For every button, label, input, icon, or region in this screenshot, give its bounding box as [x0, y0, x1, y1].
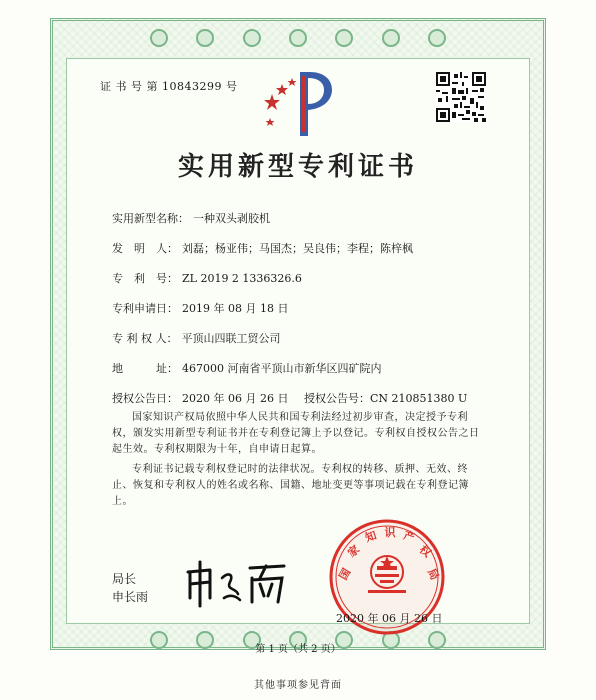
- address-value: 467000 河南省平顶山市新华区四矿院内: [182, 362, 382, 375]
- filing-date-label: 专利申请日：: [112, 302, 178, 315]
- qr-code-icon: [436, 72, 486, 122]
- patent-office-logo-icon: [262, 66, 334, 140]
- address-label: 地 址：: [112, 362, 178, 375]
- svg-text:家: 家: [345, 542, 363, 560]
- top-ornament: [150, 22, 446, 54]
- svg-text:识: 识: [384, 526, 396, 539]
- svg-text:权: 权: [416, 542, 434, 560]
- legal-paragraph-1: 国家知识产权局依照中华人民共和国专利法经过初步审查，决定授予专利权，颁发实用新型专利证书并在专利登记簿上予以登记。专利权自授权公告之日起生效。专利权期限为十年，自申请日起算。: [112, 412, 480, 455]
- svg-text:知: 知: [363, 528, 379, 545]
- signer-title: 局长: [112, 572, 137, 586]
- patentee-value: 平顶山四联工贸公司: [181, 332, 281, 345]
- handwritten-signature-icon: [180, 558, 290, 608]
- signer-name: 申长雨: [112, 590, 149, 604]
- filing-date: [112, 300, 288, 316]
- page-number: 第 1 页（共 2 页）: [255, 644, 341, 655]
- svg-text:局: 局: [424, 566, 442, 583]
- grant-number: [304, 390, 467, 406]
- inventor-value: 刘磊；杨亚伟；马国杰；吴良伟；李程；陈梓枫: [182, 242, 413, 255]
- patentee: [112, 330, 281, 346]
- inventors: [112, 240, 413, 256]
- certificate-title: 实用新型专利证书: [177, 152, 418, 182]
- grant-no-value: CN 210851380 U: [370, 392, 468, 405]
- certificate-number: 证 书 号 第 10843299 号: [100, 80, 238, 93]
- legal-paragraph-2: 专利证书记载专利权登记时的法律状况。专利权的转移、质押、无效、终止、恢复和专利权人的姓名或名称、国籍、地址变更等事项记载在专利登记簿上。: [112, 464, 469, 507]
- patent-no-value: ZL 2019 2 1336326.6: [182, 272, 302, 285]
- grant-date-label: 授权公告日：: [112, 392, 178, 405]
- patent-number: [112, 270, 302, 286]
- grant-date-value: 2020 年 06 月 26 日: [182, 392, 289, 405]
- svg-text:产: 产: [401, 528, 417, 545]
- seal-date: 2020 年 06 月 26 日: [336, 612, 443, 625]
- patent-no-label: 专 利 号：: [112, 272, 178, 285]
- grant-date: [112, 390, 288, 406]
- name-label: 实用新型名称：: [112, 212, 189, 225]
- svg-text:国: 国: [336, 566, 354, 583]
- filing-date-value: 2019 年 08 月 18 日: [182, 302, 289, 315]
- footer-note: 其他事项参见背面: [254, 680, 342, 691]
- patentee-label: 专 利 权 人：: [112, 332, 178, 345]
- name-value: 一种双头剥胶机: [193, 212, 270, 225]
- address: [112, 360, 382, 376]
- inventor-label: 发 明 人：: [112, 242, 178, 255]
- grant-no-label: 授权公告号：: [304, 392, 370, 405]
- utility-model-name: [112, 210, 270, 226]
